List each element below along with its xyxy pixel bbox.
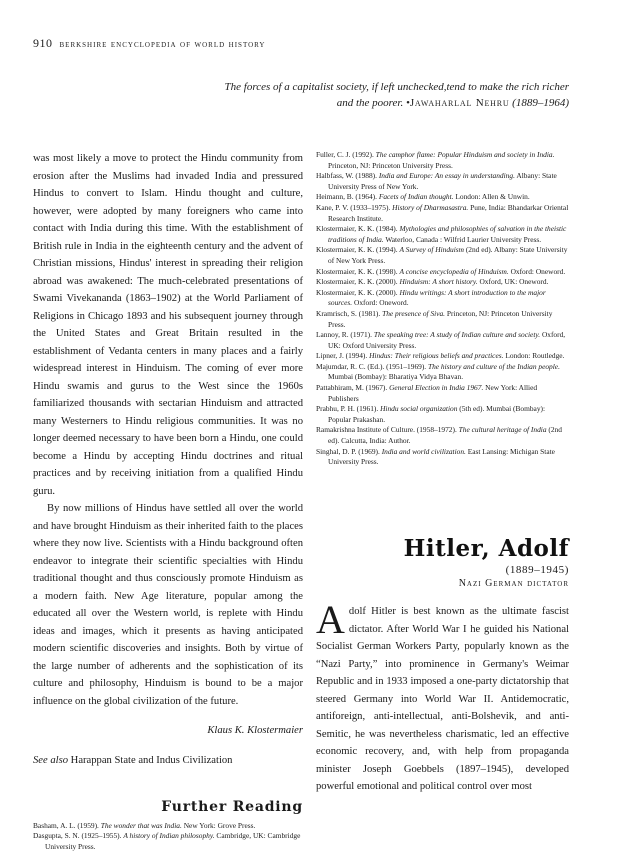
article-title-block — [404, 535, 569, 589]
reference-item: Basham, A. L. (1959). The wonder that was India. New York: Grove Press. — [33, 821, 303, 832]
quote-attribution: Jawaharlal Nehru — [410, 97, 510, 109]
body-paragraph: By now millions of Hindus have settled all over the world and have brought Hinduism as their inherited faith to the places where they now live. Scientists with a Hindu background often endeavor to integrate their scientific specialties with Hindu traditional thought and thus consciously promote Hinduism as a modern faith. New Age literature, popular among the educated all over the Western world, is replete with Hindu ideas and images, which it presents as having anticipated modern scientific discoveries and insights. Both by virtue of the large number of adherents and the sophistication of its culture and philosophy, Hinduism is bound to be a major influence on the global civilization of the future. — [33, 500, 303, 710]
author-signature: Klaus K. Klostermaier — [33, 722, 303, 740]
article-title: Hitler, Adolf — [404, 535, 569, 562]
left-column — [33, 150, 303, 852]
epigraph-quote — [209, 79, 569, 111]
reference-item: Klostermaier, K. K. (2000). Hindu writings: A short introduction to the major sources. Oxford: Oneword. — [316, 288, 569, 309]
reference-item: Lannoy, R. (1971). The speaking tree: A study of Indian culture and society. Oxford, UK: Oxford University Press. — [316, 330, 569, 351]
reference-item: Kane, P. V. (1933–1975). History of Dharmasastra. Pune, India: Bhandarkar Oriental Research Institute. — [316, 203, 569, 224]
reference-item: Klostermaier, K. K. (1984). Mythologies and philosophies of salvation in the theistic traditions of India. Waterloo, Canada : Wilfrid Laurier University Press. — [316, 224, 569, 245]
reference-item: Klostermaier, K. K. (1994). A Survey of Hinduism (2nd ed). Albany: State University of New York Press. — [316, 245, 569, 266]
reference-item: Singhal, D. P. (1969). India and world civilization. East Lansing: Michigan State University Press. — [316, 447, 569, 468]
reference-list-left — [33, 821, 303, 852]
article-body-text: dolf Hitler is best known as the ultimate fascist dictator. After World War I he guided his National Socialist German Workers Party, popularly known as the “Nazi Party,” into prominence in Germany's Weimar Republic and in 1933 imposed a one-party dictatorship that steered Germany into World War II. Antidemocratic, antiforeign, anti-intellectual, anti-Bolshevik, and anti-Semitic, he was nevertheless charismatic, led an effective economic recovery, and, with help from propaganda minister Joseph Goebbels (1897–1945), developed powerful emotional and political control over most — [316, 606, 569, 792]
reference-item: Halbfass, W. (1988). India and Europe: An essay in understanding. Albany: State University Press of New York. — [316, 171, 569, 192]
article-subtitle: Nazi German dictator — [404, 578, 569, 589]
see-also — [33, 752, 303, 770]
reference-item: Fuller, C. J. (1992). The camphor flame: Popular Hinduism and society in India. Princeton, NJ: Princeton University Press. — [316, 150, 569, 171]
quote-attribution-years: (1889–1964) — [512, 97, 569, 109]
reference-item: Prabhu, P. H. (1961). Hindu social organization (5th ed). Mumbai (Bombay): Popular Prakashan. — [316, 404, 569, 425]
reference-item: Ramakrishna Institute of Culture. (1958–1972). The cultural heritage of India (2nd ed). Calcutta, India: Author. — [316, 425, 569, 446]
running-title: berkshire encyclopedia of world history — [60, 39, 266, 50]
drop-cap: A — [316, 605, 345, 635]
running-header — [33, 36, 266, 51]
see-also-label: See also — [33, 755, 68, 766]
reference-item: Lipner, J. (1994). Hindus: Their religious beliefs and practices. London: Routledge. — [316, 351, 569, 362]
further-reading-heading: Further Reading — [33, 799, 303, 817]
see-also-link[interactable]: Harappan State and Indus Civilization — [71, 755, 233, 766]
body-paragraph: was most likely a move to protect the Hindu community from erosion after the Muslims had invaded India and pressured Hindus to convert to Islam. Hindu thought and culture, however, were adopted by many foreigners who came into contact with India during this time. With the establishment of British rule in India in the eighteenth century and the advent of Christian missions, Hindus' interest in spreading their religion abroad was awakened: The much-celebrated presentations of Swami Vivekananda (1863–1902) at the World Parliament of Religions in Chicago 1893 and his subsequent journey through the United States and Great Britain resulted in the establishment of Vedanta centers in many places and a fairly widespread interest in Hinduism. The coming of ever more Hindu swamis and gurus to the West since the 1960s familiarized thousands with sectarian Hinduism and attracted many Westerners to Hindu religious communities. It was no longer deemed necessary to have been born a Hindu, one could become a Hindu by accepting Hindu doctrines and ritual practices and by receiving initiation from a qualified Hindu guru. — [33, 150, 303, 500]
article-dates: (1889–1945) — [404, 564, 569, 576]
reference-item: Klostermaier, K. K. (1998). A concise encyclopedia of Hinduism. Oxford: Oneword. — [316, 267, 569, 278]
quote-text: The forces of a capitalist society, if left unchecked,tend to make the rich richer and the poorer. — [225, 81, 569, 109]
reference-item: Heimann, B. (1964). Facets of Indian thought. London: Allen & Unwin. — [316, 192, 569, 203]
reference-item: Klostermaier, K. K. (2000). Hinduism: A short history. Oxford, UK: Oneword. — [316, 277, 569, 288]
right-column-references — [316, 150, 569, 468]
quote-bullet: • — [406, 97, 410, 109]
page-number: 910 — [33, 36, 53, 50]
reference-item: Dasgupta, S. N. (1925–1955). A history of Indian philosophy. Cambridge, UK: Cambridge University Press. — [33, 831, 303, 852]
reference-item: Kramrisch, S. (1981). The presence of Siva. Princeton, NJ: Princeton University Press. — [316, 309, 569, 330]
reference-item: Pattabhiram, M. (1967). General Election in India 1967. New York: Allied Publishers — [316, 383, 569, 404]
reference-item: Majumdar, R. C. (Ed.). (1951–1969). The history and culture of the Indian people. Mumbai (Bombay): Bharatiya Vidya Bhavan. — [316, 362, 569, 383]
article-body — [316, 603, 569, 796]
